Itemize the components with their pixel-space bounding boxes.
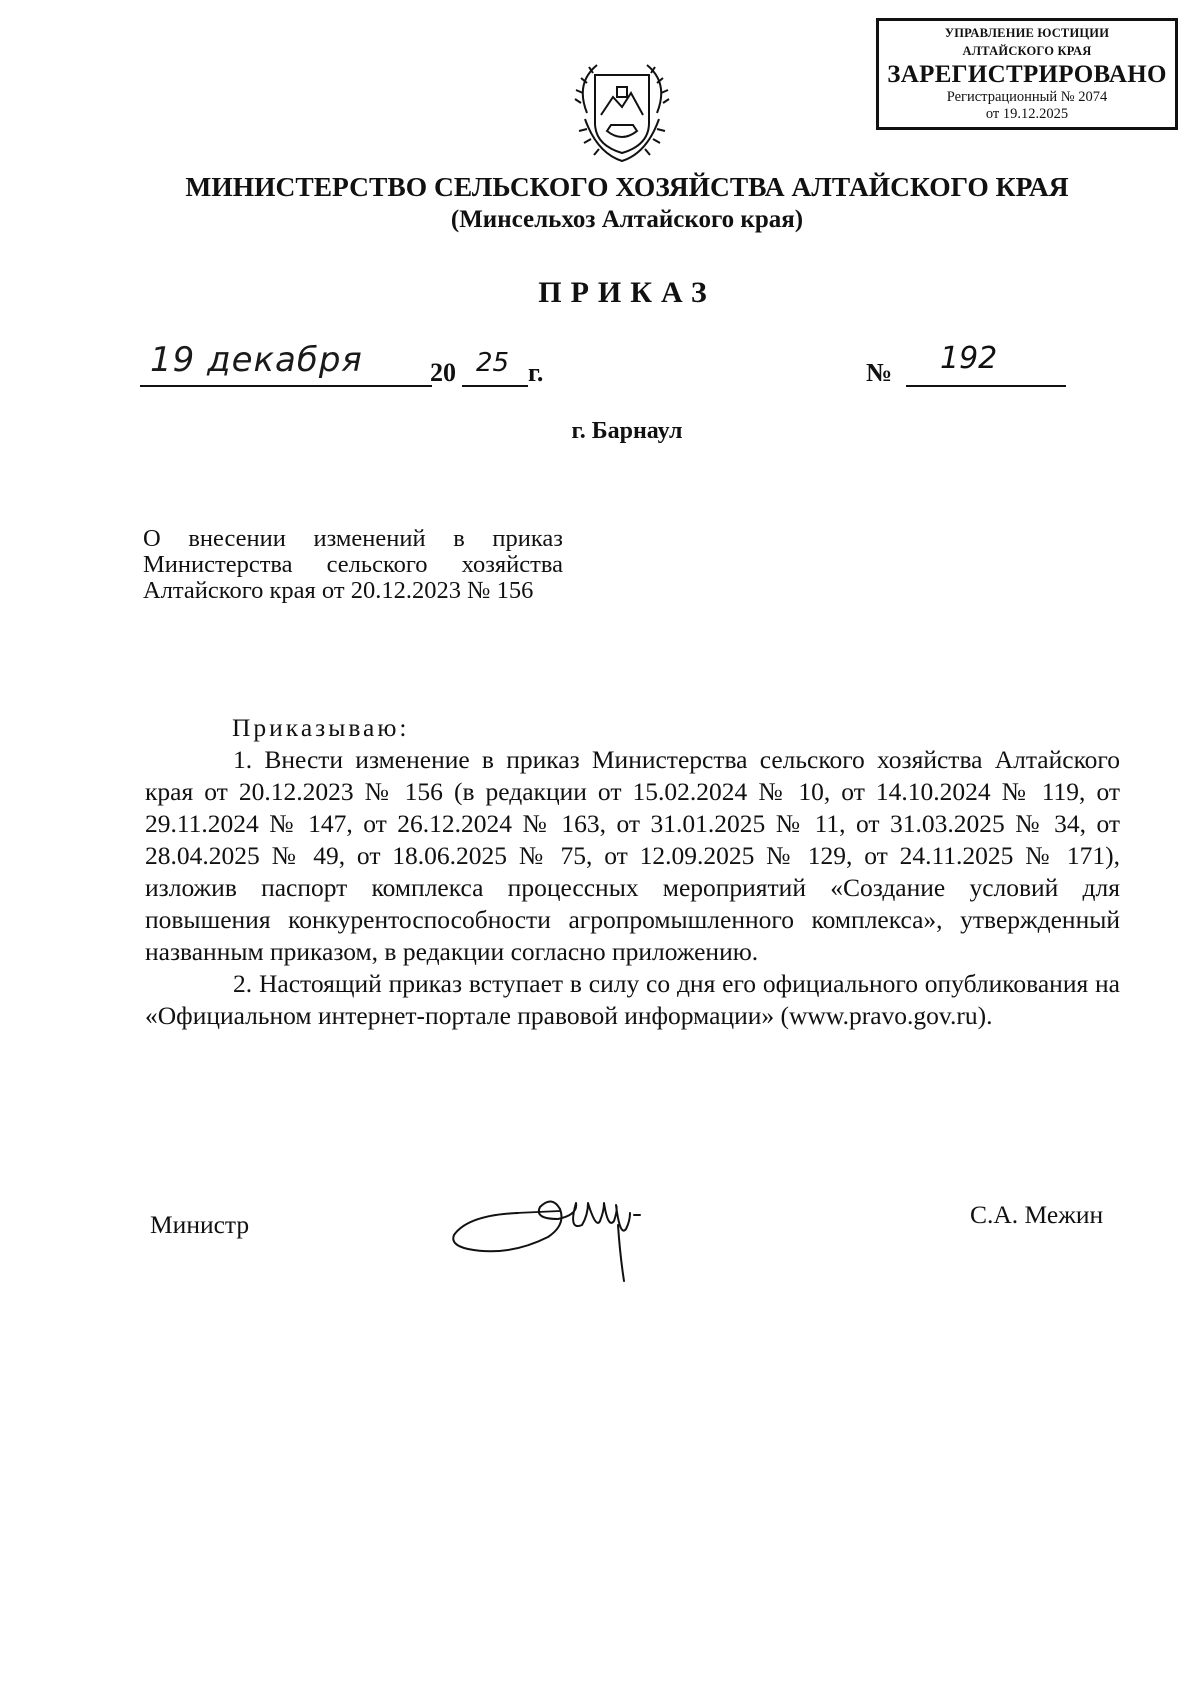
stamp-reg-date: от 19.12.2025 [985, 106, 1069, 122]
stamp-status: ЗАРЕГИСТРИРОВАНО [887, 61, 1167, 88]
ministry-short-name: (Минсельхоз Алтайского края) [450, 206, 804, 233]
year-prefix: 20 [430, 358, 456, 387]
order-paragraph-1: 1. Внести изменение в приказ Министерства сельского хозяйства Алтайского края от 20.12.2023 № 156 (в редакции от 15.02.2024 № 10, от 14.10.2024 № 119, от 29.11.2024 № 147, от 26.12.2024 № 163, от 31.01.2025 № 11, от 31.03.2025 № 34, от 28.04.2025 № 49, от 18.06.2025 № 75, от 12.09.2025 № 129, от 24.11.2025 № 171), изложив паспорт комплекса процессных мероприятий «Создание условий для повышения конкурентоспособности агропромышленного комплекса», утвержденный названным приказом, в редакции согласно приложению. [145, 745, 1120, 966]
order-body [145, 712, 1120, 1032]
signer-title: Министр [150, 1210, 250, 1239]
order-word: Приказываю: [232, 713, 410, 742]
stamp-org-line1: УПРАВЛЕНИЕ ЮСТИЦИИ [944, 26, 1110, 40]
number-underline [906, 385, 1066, 387]
year-suffix: г. [528, 358, 544, 387]
document-type: ПРИКАЗ [538, 276, 716, 309]
order-paragraph-2: 2. Настоящий приказ вступает в силу со дня его официального опубликования на «Официальном интернет-портале правовой информации» (www.pravo.gov.ru). [145, 969, 1120, 1030]
stamp-reg-number: Регистрационный № 2074 [946, 89, 1108, 105]
registration-stamp [876, 18, 1178, 130]
year-underline [462, 385, 528, 387]
number-label: № [866, 358, 893, 387]
date-handwritten: 19 декабря [150, 340, 363, 380]
stamp-org-line2: АЛТАЙСКОГО КРАЯ [962, 44, 1092, 58]
city: г. Барнаул [571, 418, 683, 444]
number-handwritten: 192 [940, 341, 998, 376]
date-underline [140, 385, 432, 387]
ministry-name: МИНИСТЕРСТВО СЕЛЬСКОГО ХОЗЯЙСТВА АЛТАЙСКОГО КРАЯ [185, 171, 1069, 202]
altai-krai-coat-of-arms-icon [567, 53, 677, 167]
handwritten-signature-icon [448, 1185, 718, 1295]
signer-name: С.А. Межин [970, 1200, 1104, 1229]
year-handwritten: 25 [476, 348, 510, 378]
order-subject: О внесении изменений в приказ Министерства сельского хозяйства Алтайского края от 20.12.2023 № 156 [143, 525, 563, 604]
